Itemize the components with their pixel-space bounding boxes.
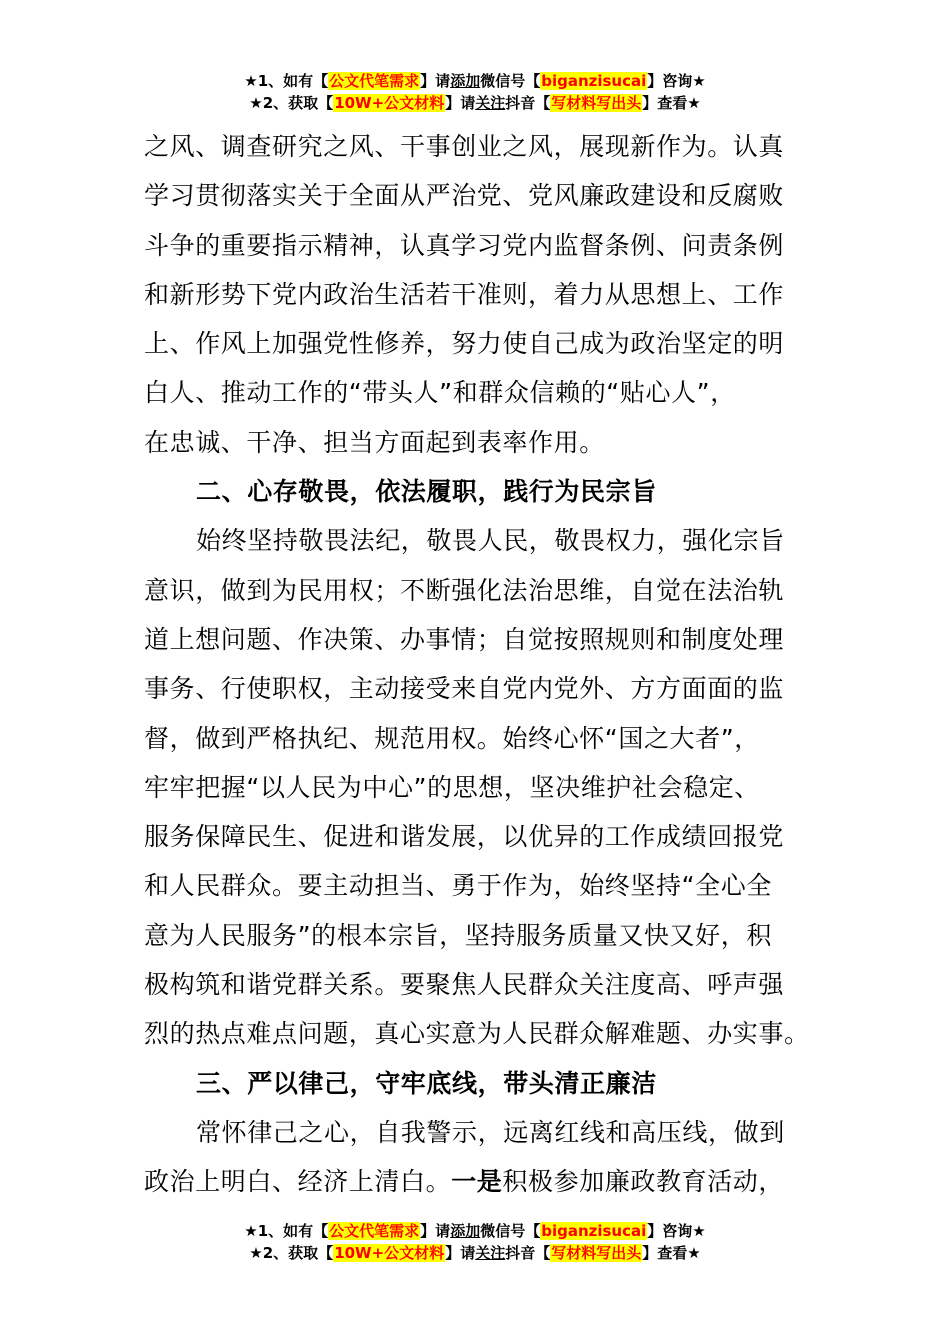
banner-text: 】咨询★ (647, 72, 706, 90)
document-body (144, 122, 810, 1207)
banner-underlined: 添加 (450, 1222, 481, 1240)
banner-highlight: biganzisucai (541, 1222, 647, 1240)
banner-line-2 (0, 92, 950, 114)
banner-highlight: 公文代笔需求 (329, 1222, 420, 1240)
section-heading-2: 二、心存敬畏，依法履职，践行为民宗旨 (196, 477, 657, 507)
paragraph-line: 督，做到严格执纪、规范用权。始终心怀“国之大者”， (144, 723, 760, 753)
banner-underlined: 关注 (475, 94, 506, 112)
banner-highlight: biganzisucai (541, 72, 647, 90)
paragraph-line: 始终坚持敬畏法纪，敬畏人民，敬畏权力，强化宗旨 (196, 526, 785, 556)
paragraph-line: 意为人民服务”的根本宗旨，坚持服务质量又快又好，积 (144, 920, 772, 950)
banner-highlight: 10W+公文材料 (334, 94, 445, 112)
paragraph-line: 白人、推动工作的“带头人”和群众信赖的“贴心人”， (144, 378, 736, 408)
banner-text: 抖音【 (505, 1244, 551, 1262)
banner-text: 】请 (445, 94, 476, 112)
banner-text: ★2、获取【 (249, 1244, 334, 1262)
banner-highlight: 公文代笔需求 (329, 72, 420, 90)
paragraph-line: 意识，做到为民用权；不断强化法治思维，自觉在法治轨 (144, 575, 785, 605)
paragraph-line: 学习贯彻落实关于全面从严治党、党风廉政建设和反腐败 (144, 181, 785, 211)
emphasis-text: 一是 (451, 1167, 503, 1197)
text-run: 积极参加廉政教育活动， (502, 1167, 785, 1197)
text-run: 政治上明白、经济上清白。 (144, 1167, 452, 1197)
section-heading-3: 三、严以律己，守牢底线，带头清正廉洁 (196, 1068, 657, 1098)
banner-highlight: 写材料写出头 (551, 1244, 642, 1262)
banner-highlight: 10W+公文材料 (334, 1244, 445, 1262)
footer-banner (0, 1220, 950, 1264)
paragraph-line (144, 1157, 804, 1206)
banner-text: 】请 (420, 1222, 451, 1240)
banner-underlined: 关注 (475, 1244, 506, 1262)
paragraph-line: 在忠诚、干净、担当方面起到表率作用。 (144, 427, 605, 457)
banner-text: 】查看★ (642, 94, 701, 112)
banner-line-2 (0, 1242, 950, 1264)
banner-text: 微信号【 (480, 1222, 541, 1240)
paragraph-line: 事务、行使职权，主动接受来自党内党外、方方面面的监 (144, 674, 785, 704)
banner-text: 】咨询★ (647, 1222, 706, 1240)
banner-text: 抖音【 (505, 94, 551, 112)
banner-text: 】请 (445, 1244, 476, 1262)
paragraph-line: 和新形势下党内政治生活若干准则，着力从思想上、工作 (144, 279, 785, 309)
banner-text: 微信号【 (480, 72, 541, 90)
banner-underlined: 添加 (450, 72, 481, 90)
paragraph-line: 服务保障民生、促进和谐发展，以优异的工作成绩回报党 (144, 822, 785, 852)
banner-line-1 (0, 70, 950, 92)
banner-highlight: 写材料写出头 (551, 94, 642, 112)
paragraph-line: 上、作风上加强党性修养，努力使自己成为政治坚定的明 (144, 329, 785, 359)
paragraph-line: 之风、调查研究之风、干事创业之风，展现新作为。认真 (144, 132, 785, 161)
paragraph-line: 极构筑和谐党群关系。要聚焦人民群众关注度高、呼声强 (144, 970, 785, 1000)
paragraph-line: 斗争的重要指示精神，认真学习党内监督条例、问责条例 (144, 230, 785, 260)
paragraph-line: 道上想问题、作决策、办事情；自觉按照规则和制度处理 (144, 624, 785, 654)
banner-text: ★2、获取【 (249, 94, 334, 112)
banner-text: ★1、如有【 (244, 72, 329, 90)
paragraph-line: 和人民群众。要主动担当、勇于作为，始终坚持“全心全 (144, 871, 772, 901)
banner-text: ★1、如有【 (244, 1222, 329, 1240)
banner-line-1 (0, 1220, 950, 1242)
banner-text: 】查看★ (642, 1244, 701, 1262)
paragraph-line: 烈的热点难点问题，真心实意为人民群众解难题、办实事。 (144, 1019, 810, 1049)
paragraph-line: 常怀律己之心，自我警示，远离红线和高压线，做到 (196, 1117, 785, 1147)
paragraph-line: 牢牢把握“以人民为中心”的思想，坚决维护社会稳定、 (144, 772, 760, 802)
header-banner (0, 70, 950, 114)
banner-text: 】请 (420, 72, 451, 90)
